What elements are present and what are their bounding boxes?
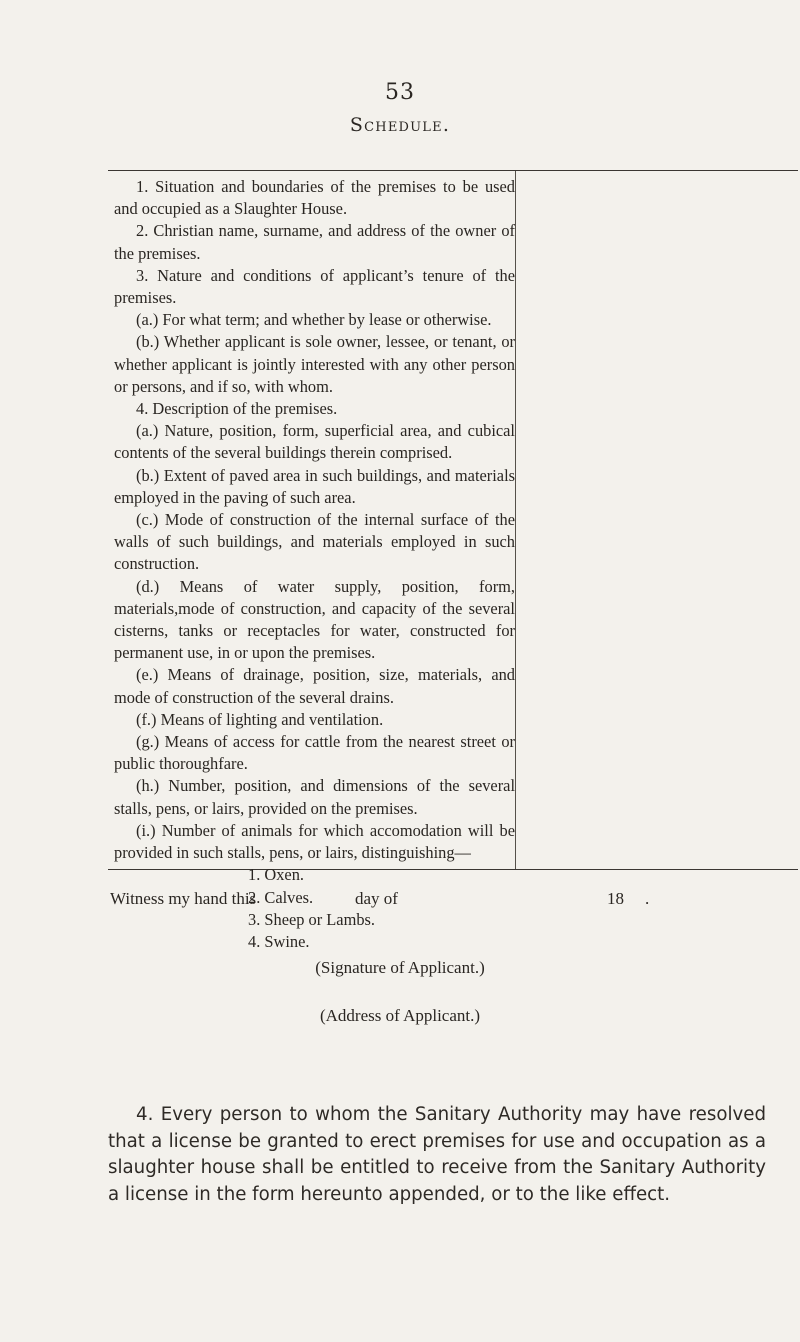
clause-lighting: (f.) Means of lighting and ventilation. bbox=[136, 709, 384, 729]
clause-tenure-term: (a.) For what term; and whether by lease or otherwise. bbox=[136, 310, 492, 330]
witness-dot: . bbox=[645, 889, 650, 908]
signature-label: (Signature of Applicant.) bbox=[315, 958, 485, 977]
clause-tenure-ownership: (b.) Whether applicant is sole owner, lessee, or tenant, or whether applicant is jointly interested with any other person or persons, and if so, with whom. bbox=[114, 332, 515, 396]
closing-paragraph: 4. Every person to whom the Sanitary Authority may have resolved that a license be granted to erect premises for use and occupation as a slaughter house shall be entitled to receive from the Sanitary Authority a license in the form hereunto appended, or to the like effect. bbox=[108, 1104, 766, 1205]
livestock-item: 1. Oxen. bbox=[248, 865, 304, 885]
clause-description: 4. Description of the premises. bbox=[136, 399, 338, 419]
clause-animals: (i.) Number of animals for which accomodation will be provided in such stalls, pens, or lairs, distinguishing— bbox=[114, 820, 515, 863]
clause-tenure: 3. Nature and conditions of applicant’s tenure of the premises. bbox=[114, 265, 515, 308]
witness-line bbox=[110, 889, 670, 913]
clause-water-supply: (d.) Means of water supply, position, form, materials,mode of construction, and capacity of the several cisterns, tanks or receptacles for water, constructed for permanent use, in or upon the premises. bbox=[114, 576, 515, 663]
schedule-heading: Schedule. bbox=[349, 114, 451, 136]
address-label: (Address of Applicant.) bbox=[319, 1006, 481, 1025]
clause-situation: 1. Situation and boundaries of the premises to be used and occupied as a Slaughter House. bbox=[114, 177, 515, 219]
clause-access: (g.) Means of access for cattle from the nearest street or public thoroughfare. bbox=[114, 732, 515, 774]
livestock-item: 2. Calves. bbox=[248, 887, 314, 907]
clause-paved-area: (b.) Extent of paved area in such buildings, and materials employed in the paving of such area. bbox=[114, 465, 515, 507]
clause-stalls: (h.) Number, position, and dimensions of the several stalls, pens, or lairs, provided on the premises. bbox=[114, 776, 515, 818]
witness-text: Witness my hand this bbox=[110, 889, 257, 908]
clause-owner: 2. Christian name, surname, and address of the owner of the premises. bbox=[114, 221, 515, 263]
witness-day-of: day of bbox=[355, 889, 398, 908]
clause-drainage: (e.) Means of drainage, position, size, materials, and mode of construction of the several drains. bbox=[114, 665, 515, 707]
witness-year: 18 bbox=[607, 889, 624, 908]
schedule-answers-column bbox=[517, 171, 798, 869]
page-number: 53 bbox=[385, 80, 415, 105]
livestock-item: 3. Sheep or Lambs. bbox=[248, 909, 376, 929]
clause-wall-construction: (c.) Mode of construction of the internal surface of the walls of such buildings, and materials employed in such construction. bbox=[114, 510, 515, 574]
clause-buildings: (a.) Nature, position, form, superficial area, and cubical contents of the several buildings therein comprised. bbox=[114, 421, 515, 463]
livestock-item: 4. Swine. bbox=[248, 931, 310, 951]
